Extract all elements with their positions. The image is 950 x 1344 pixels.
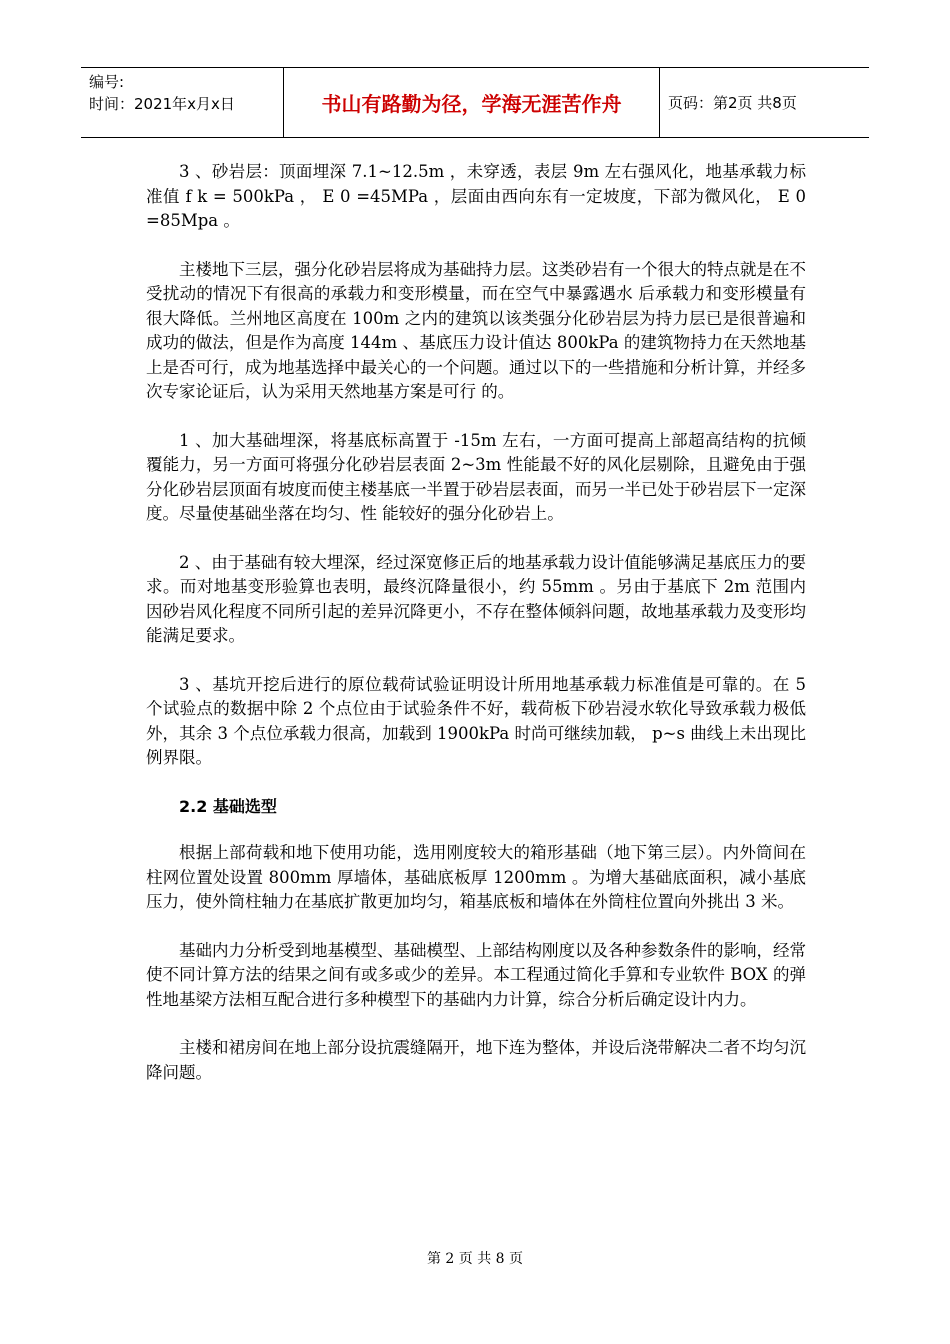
document-body <box>146 160 806 1109</box>
header-motto: 书山有路勤为径，学海无涯苦作舟 <box>284 68 660 137</box>
paragraph: 基础内力分析受到地基模型、基础模型、上部结构刚度以及各种参数条件的影响，经常使不同计算方法的结果之间有或多或少的差异。本工程通过简化手算和专业软件 BOX 的弹性地基梁方法相互配合进行多种模型下的基础内力计算，综合分析后确定设计内力。 <box>146 940 806 1009</box>
section-heading: 2.2 基础选型 <box>179 796 277 816</box>
code-label: 编号: <box>89 73 125 91</box>
page-footer: 第 2 页 共 8 页 <box>426 1251 524 1267</box>
page-header <box>81 67 869 138</box>
paragraph: 1 、加大基础埋深，将基底标高置于 -15m 左右，一方面可提高上部超高结构的抗倾覆能力，另一方面可将强分化砂岩层表面 2~3m 性能最不好的风化层剔除，且避免由于强分化砂岩层顶面有坡度而使主楼基底一半置于砂岩层表面，而另一半已处于砂岩层下一定深度。尽量使基础坐落在均匀、性 能较好的强分化砂岩上。 <box>146 430 806 523</box>
header-page-label: 页码：第2页 共8页 <box>668 94 797 112</box>
paragraph: 主楼地下三层，强分化砂岩层将成为基础持力层。这类砂岩有一个很大的特点就是在不受扰动的情况下有很高的承载力和变形模量，而在空气中暴露遇水 后承载力和变形模量有很大降低。兰州地区高度在 100m 之内的建筑以该类强分化砂岩层为持力层已是很普遍和成功的做法，但是作为高度 144m 、基底压力设计值达 800kPa 的建筑物持力在天然地基上是否可行，成为地基选择中最关心的一个问题。通过以下的一些措施和分析计算，并经多次专家论证后，认为采用天然地基方案是可行 的。 <box>146 259 806 401</box>
paragraph: 2 、由于基础有较大埋深，经过深宽修正后的地基承载力设计值能够满足基底压力的要求。而对地基变形验算也表明，最终沉降量很小，约 55mm 。另由于基底下 2m 范围内因砂岩风化程度不同所引起的差异沉降更小，不存在整体倾斜问题，故地基承载力及变形均能满足要求。 <box>146 552 806 645</box>
paragraph: 根据上部荷载和地下使用功能，选用刚度较大的箱形基础（地下第三层）。内外筒间在柱网位置处设置 800mm 厚墙体，基础底板厚 1200mm 。为增大基础底面积，减小基底压力，使外筒柱轴力在基底扩散更加均匀，箱基底板和墙体在外筒柱位置向外挑出 3 米。 <box>146 843 806 911</box>
paragraph: 3 、砂岩层：顶面埋深 7.1~12.5m ，未穿透，表层 9m 左右强风化，地基承载力标准值 f k = 500kPa ， E 0 =45MPa ，层面由西向东有一定坡度，下部为微风化， E 0 =85Mpa 。 <box>146 162 806 230</box>
time-label: 时间：2021年x月x日 <box>89 95 235 113</box>
paragraph: 主楼和裙房间在地上部分设抗震缝隔开，地下连为整体，并设后浇带解决二者不均匀沉降问题。 <box>146 1038 806 1082</box>
header-meta <box>81 68 284 137</box>
paragraph: 3 、基坑开挖后进行的原位载荷试验证明设计所用地基承载力标准值是可靠的。在 5 个试验点的数据中除 2 个点位由于试验条件不好，载荷板下砂岩浸水软化导致承载力极低外，其余 3 个点位承载力很高，加载到 1900kPa 时尚可继续加载， p~s 曲线上未出现比例界限。 <box>146 674 806 767</box>
